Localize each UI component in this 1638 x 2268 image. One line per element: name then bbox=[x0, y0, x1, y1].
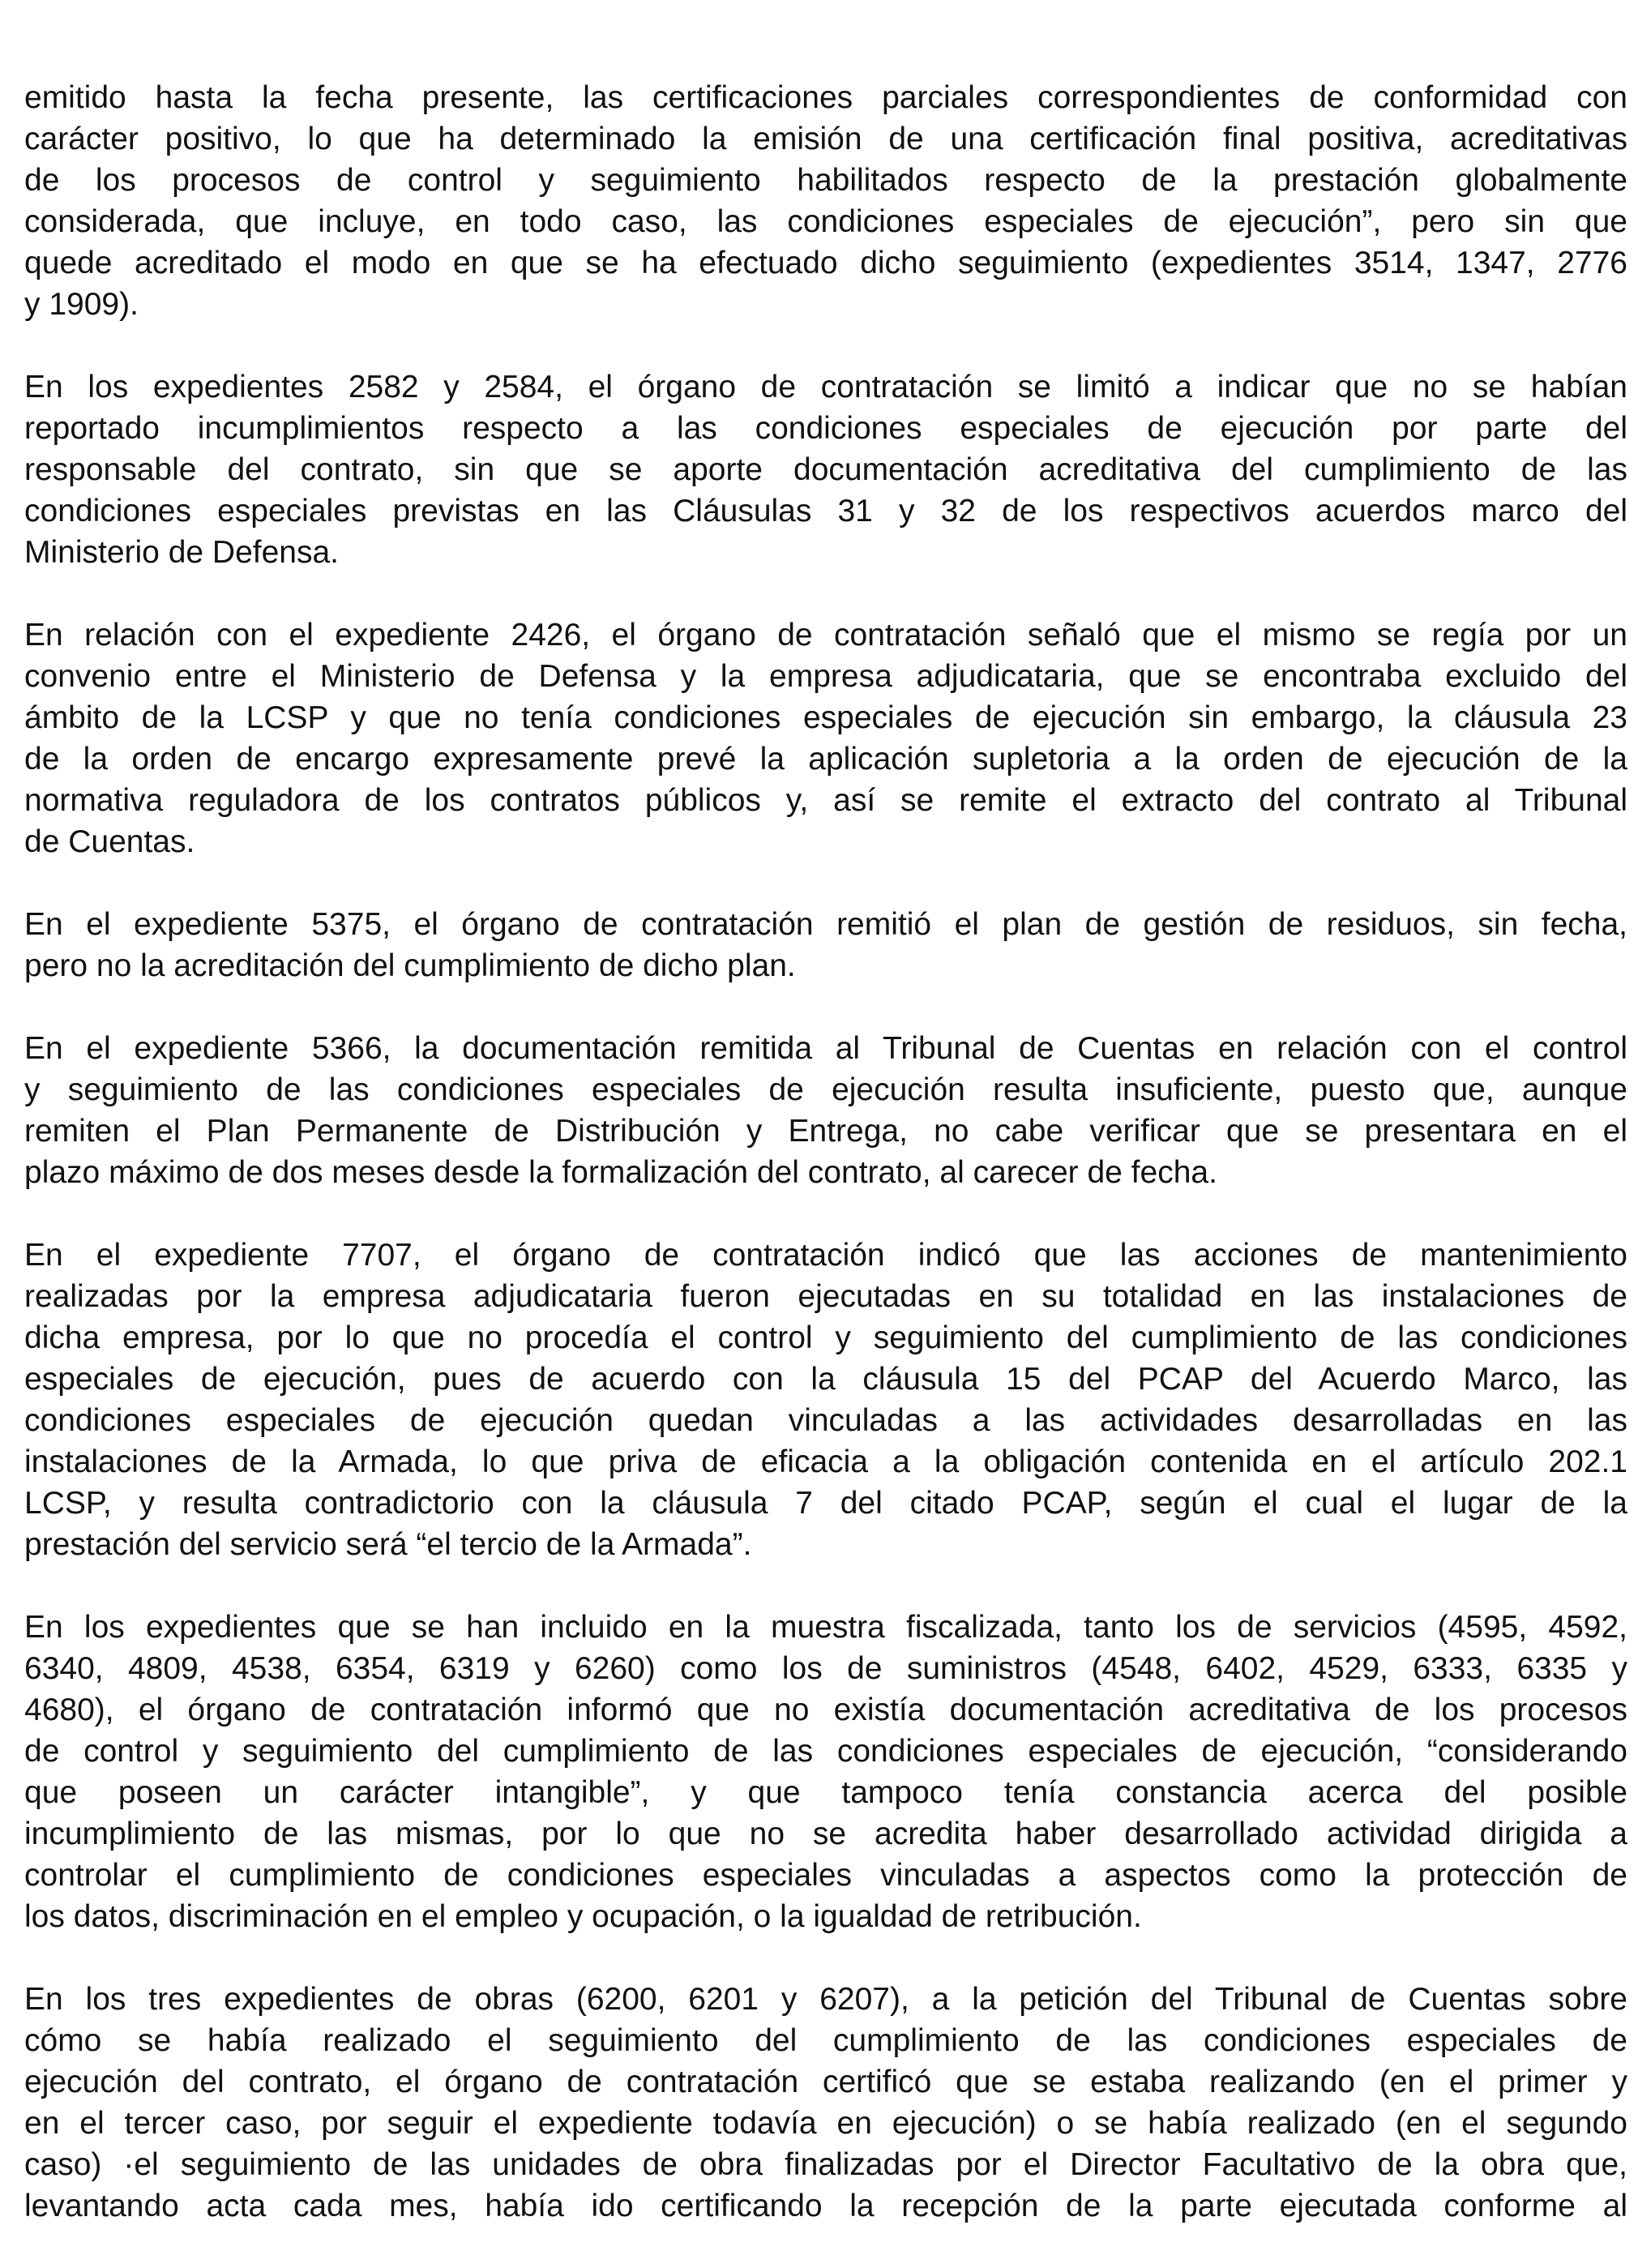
text-line: Ministerio de Defensa. bbox=[24, 535, 340, 570]
paragraph bbox=[24, 614, 1627, 862]
text-line: reportado incumplimientos respecto a las condiciones especiales de ejecución por parte del bbox=[24, 411, 1627, 446]
paragraph bbox=[24, 77, 1627, 325]
text-line: especiales de ejecución, pues de acuerdo con la cláusula 15 del PCAP del Acuerdo Marco, las bbox=[24, 1362, 1627, 1397]
paragraph bbox=[24, 904, 1627, 986]
text-line: plazo máximo de dos meses desde la formalización del contrato, al carecer de fecha. bbox=[24, 1155, 1217, 1190]
text-line: incumplimiento de las mismas, por lo que no se acredita haber desarrollado actividad dirigida a bbox=[24, 1817, 1627, 1851]
text-line: realizadas por la empresa adjudicataria fueron ejecutadas en su totalidad en las instalaciones de bbox=[24, 1279, 1627, 1314]
text-line: condiciones especiales previstas en las Cláusulas 31 y 32 de los respectivos acuerdos marco del bbox=[24, 494, 1627, 528]
text-line: condiciones especiales de ejecución quedan vinculadas a las actividades desarrolladas en las bbox=[24, 1403, 1627, 1438]
text-line: carácter positivo, lo que ha determinado la emisión de una certificación final positiva, acreditativas bbox=[24, 122, 1627, 156]
text-line: caso) ·el seguimiento de las unidades de obra finalizadas por el Director Facultativo de la obra que, bbox=[24, 2147, 1627, 2182]
text-line: que poseen un carácter intangible”, y que tampoco tenía constancia acerca del posible bbox=[24, 1775, 1627, 1810]
text-line: en el tercer caso, por seguir el expediente todavía en ejecución) o se había realizado (en el segundo bbox=[24, 2106, 1627, 2141]
text-line: 6340, 4809, 4538, 6354, 6319 y 6260) como los de suministros (4548, 6402, 4529, 6333, 6335 y bbox=[24, 1651, 1627, 1686]
text-line: ejecución del contrato, el órgano de contratación certificó que se estaba realizando (en el primer y bbox=[24, 2065, 1627, 2099]
paragraph bbox=[24, 1607, 1627, 1937]
text-line: levantando acta cada mes, había ido certificando la recepción de la parte ejecutada conforme al bbox=[24, 2189, 1627, 2223]
text-line: considerada, que incluye, en todo caso, las condiciones especiales de ejecución”, pero sin que bbox=[24, 204, 1627, 239]
text-line: En los expedientes 2582 y 2584, el órgano de contratación se limitó a indicar que no se habían bbox=[24, 370, 1627, 404]
paragraph bbox=[24, 1979, 1627, 2227]
text-line: prestación del servicio será “el tercio de la Armada”. bbox=[24, 1527, 752, 1562]
text-line: de la orden de encargo expresamente prevé la aplicación supletoria a la orden de ejecución de la bbox=[24, 742, 1627, 777]
text-line: emitido hasta la fecha presente, las certificaciones parciales correspondientes de conformidad con bbox=[24, 80, 1627, 115]
text-line: En el expediente 5366, la documentación remitida al Tribunal de Cuentas en relación con el control bbox=[24, 1031, 1627, 1066]
text-line: responsable del contrato, sin que se aporte documentación acreditativa del cumplimiento de las bbox=[24, 452, 1627, 487]
text-line: LCSP, y resulta contradictorio con la cláusula 7 del citado PCAP, según el cual el lugar de la bbox=[24, 1486, 1627, 1521]
text-line: ámbito de la LCSP y que no tenía condiciones especiales de ejecución sin embargo, la cláusula 23 bbox=[24, 700, 1627, 735]
text-line: de los procesos de control y seguimiento habilitados respecto de la prestación globalmente bbox=[24, 163, 1627, 198]
text-line: quede acreditado el modo en que se ha efectuado dicho seguimiento (expedientes 3514, 1347, 2776 bbox=[24, 246, 1627, 280]
text-line: los datos, discriminación en el empleo y ocupación, o la igualdad de retribución. bbox=[24, 1899, 1142, 1934]
document-page bbox=[24, 77, 1627, 2268]
paragraph bbox=[24, 1235, 1627, 1565]
text-line: instalaciones de la Armada, lo que priva de eficacia a la obligación contenida en el artículo 202.1 bbox=[24, 1444, 1627, 1479]
text-line: de control y seguimiento del cumplimiento de las condiciones especiales de ejecución, “considerando bbox=[24, 1734, 1627, 1769]
text-line: convenio entre el Ministerio de Defensa y la empresa adjudicataria, que se encontraba excluido del bbox=[24, 659, 1627, 694]
text-line: remiten el Plan Permanente de Distribución y Entrega, no cabe verificar que se presentara en el bbox=[24, 1114, 1627, 1149]
text-line: y 1909). bbox=[24, 287, 139, 322]
text-line: pero no la acreditación del cumplimiento de dicho plan. bbox=[24, 948, 796, 983]
text-line: dicha empresa, por lo que no procedía el control y seguimiento del cumplimiento de las condiciones bbox=[24, 1320, 1627, 1355]
text-line: En los tres expedientes de obras (6200, 6201 y 6207), a la petición del Tribunal de Cuentas sobre bbox=[24, 1982, 1627, 2017]
text-line: y seguimiento de las condiciones especiales de ejecución resulta insuficiente, puesto que, aunque bbox=[24, 1072, 1627, 1107]
text-line: controlar el cumplimiento de condiciones especiales vinculadas a aspectos como la protección de bbox=[24, 1858, 1627, 1893]
text-line: En el expediente 7707, el órgano de contratación indicó que las acciones de mantenimiento bbox=[24, 1238, 1627, 1273]
paragraph bbox=[24, 366, 1627, 573]
text-line: En los expedientes que se han incluido en la muestra fiscalizada, tanto los de servicios (4595, 4592, bbox=[24, 1610, 1627, 1645]
text-line: 4680), el órgano de contratación informó que no existía documentación acreditativa de los procesos bbox=[24, 1692, 1627, 1727]
text-line: En relación con el expediente 2426, el órgano de contratación señaló que el mismo se regía por un bbox=[24, 618, 1627, 653]
paragraph bbox=[24, 1028, 1627, 1193]
text-line: normativa reguladora de los contratos públicos y, así se remite el extracto del contrato al Tribunal bbox=[24, 783, 1627, 818]
text-line: cómo se había realizado el seguimiento del cumplimiento de las condiciones especiales de bbox=[24, 2023, 1627, 2058]
text-line: En el expediente 5375, el órgano de contratación remitió el plan de gestión de residuos, sin fecha, bbox=[24, 907, 1627, 942]
text-line: de Cuentas. bbox=[24, 824, 195, 859]
